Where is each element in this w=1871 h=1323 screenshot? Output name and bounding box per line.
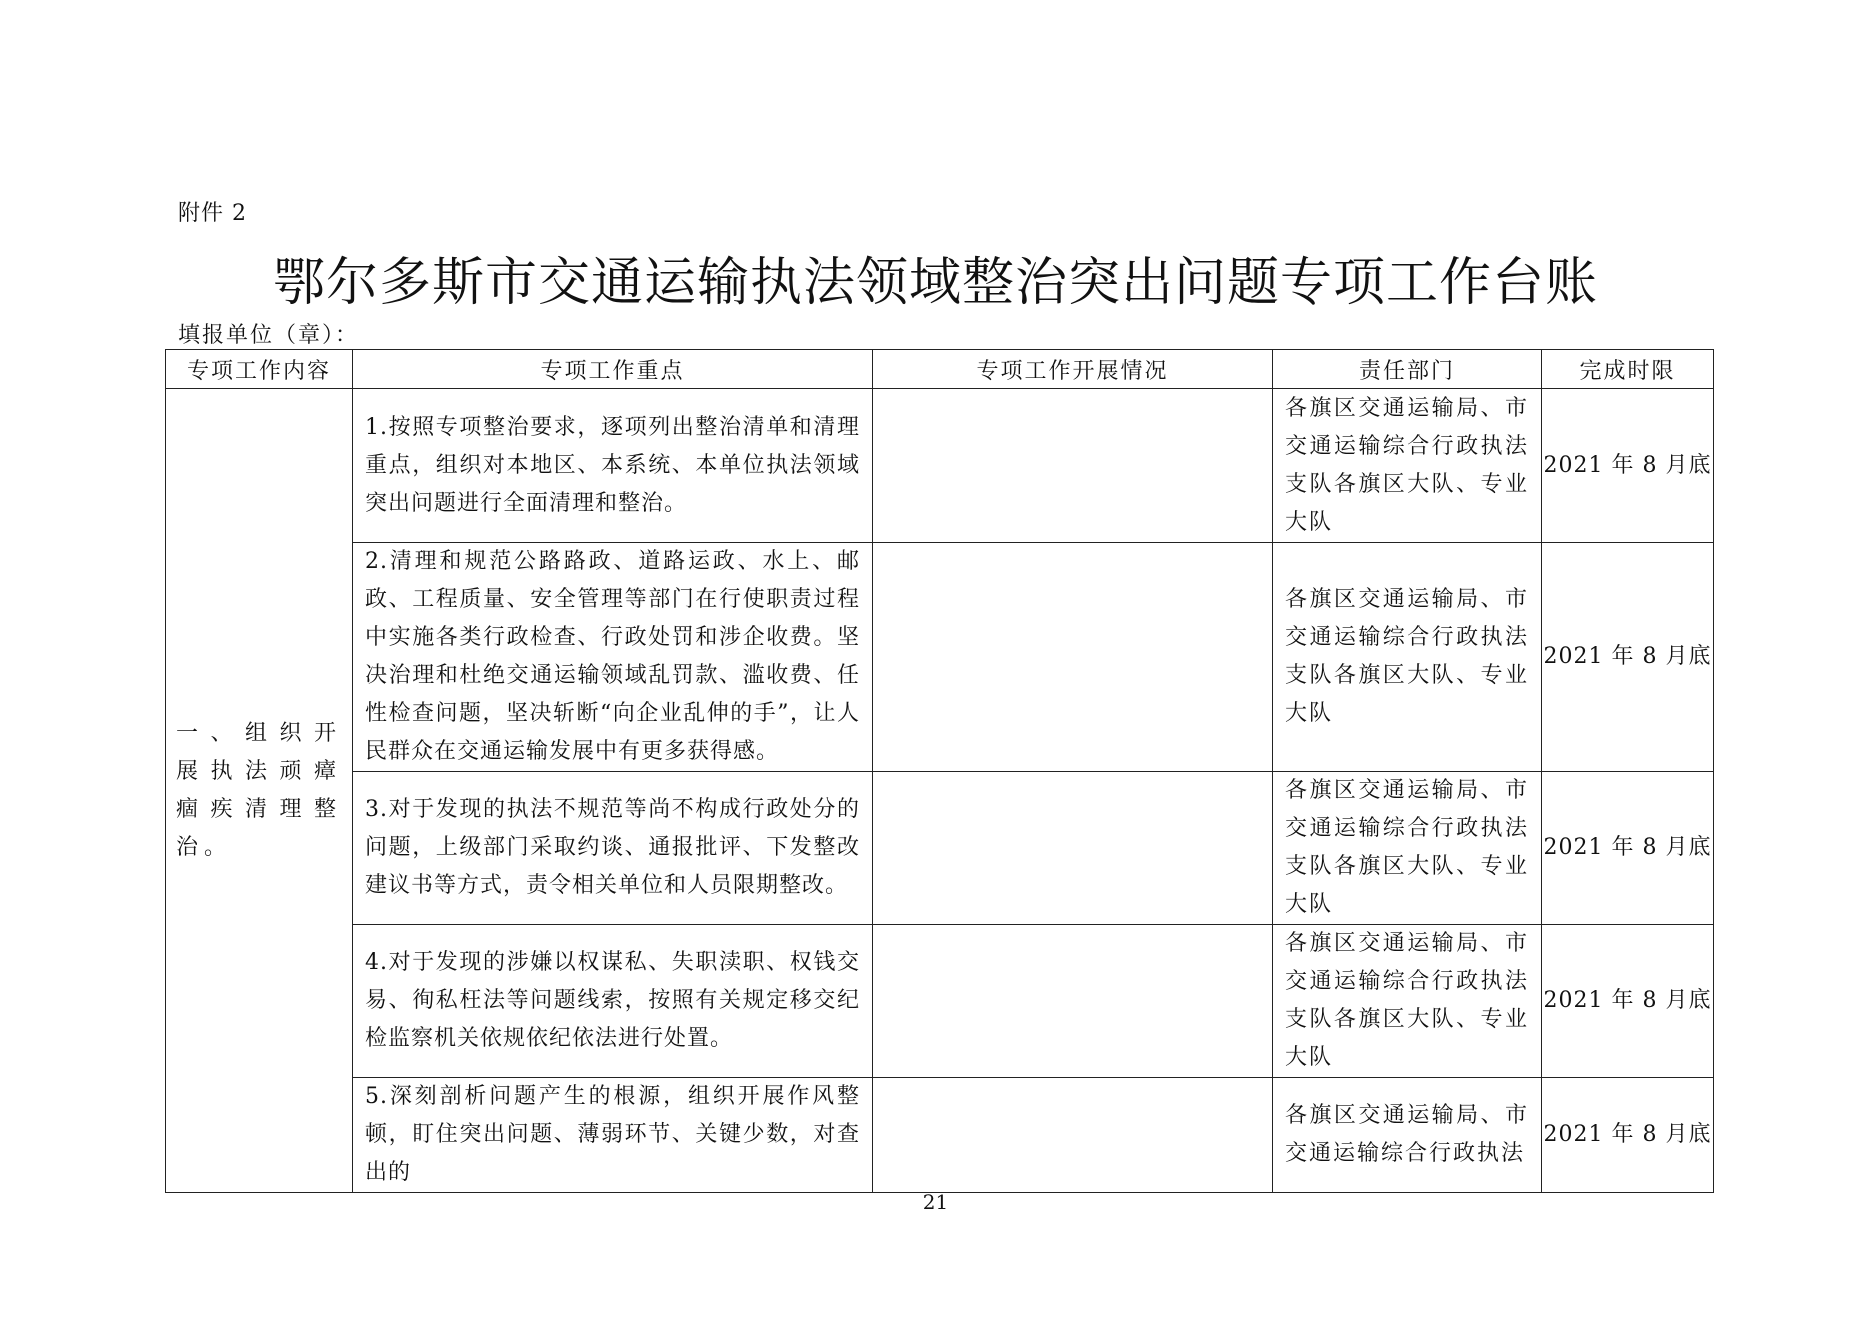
department-cell: 各旗区交通运输局、市交通运输综合行政执法 [1273,1078,1542,1193]
deadline-cell: 2021 年 8 月底 [1542,543,1714,772]
header-content: 专项工作内容 [166,350,353,389]
key-point-cell: 1.按照专项整治要求，逐项列出整治清单和清理重点，组织对本地区、本系统、本单位执法领域突出问题进行全面清理和整治。 [353,389,873,543]
header-department: 责任部门 [1273,350,1542,389]
deadline-cell: 2021 年 8 月底 [1542,772,1714,925]
deadline-cell: 2021 年 8 月底 [1542,1078,1714,1193]
progress-cell [873,389,1273,543]
table-row [166,543,1714,772]
page-number: 21 [922,1190,949,1214]
deadline-cell: 2021 年 8 月底 [1542,925,1714,1078]
table-row [166,1078,1714,1193]
document-title: 鄂尔多斯市交通运输执法领域整治突出问题专项工作台账 [272,253,1598,313]
attachment-label: 附件 2 [178,201,247,226]
table-row [166,925,1714,1078]
work-ledger-table [165,349,1714,1193]
progress-cell [873,543,1273,772]
table-row [166,772,1714,925]
key-point-cell: 2.清理和规范公路路政、道路运政、水上、邮政、工程质量、安全管理等部门在行使职责过程中实施各类行政检查、行政处罚和涉企收费。坚决治理和杜绝交通运输领域乱罚款、滥收费、任性检查问题，坚决斩断“向企业乱伸的手”，让人民群众在交通运输发展中有更多获得感。 [353,543,873,772]
table-header-row [166,350,1714,389]
header-progress: 专项工作开展情况 [873,350,1273,389]
key-point-cell: 5.深刻剖析问题产生的根源，组织开展作风整顿，盯住突出问题、薄弱环节、关键少数，对查出的 [353,1078,873,1193]
department-cell: 各旗区交通运输局、市交通运输综合行政执法支队各旗区大队、专业大队 [1273,543,1542,772]
header-deadline: 完成时限 [1542,350,1714,389]
progress-cell [873,772,1273,925]
key-point-cell: 4.对于发现的涉嫌以权谋私、失职渎职、权钱交易、徇私枉法等问题线索，按照有关规定移交纪检监察机关依规依纪依法进行处置。 [353,925,873,1078]
category-cell: 一、组织开展执法顽瘴痼疾清理整治。 [166,389,353,1193]
header-key-points: 专项工作重点 [353,350,873,389]
key-point-cell: 3.对于发现的执法不规范等尚不构成行政处分的问题，上级部门采取约谈、通报批评、下发整改建议书等方式，责令相关单位和人员限期整改。 [353,772,873,925]
department-cell: 各旗区交通运输局、市交通运输综合行政执法支队各旗区大队、专业大队 [1273,389,1542,543]
table-row [166,389,1714,543]
department-cell: 各旗区交通运输局、市交通运输综合行政执法支队各旗区大队、专业大队 [1273,772,1542,925]
deadline-cell: 2021 年 8 月底 [1542,389,1714,543]
fill-unit-label: 填报单位（章）： [178,323,360,348]
progress-cell [873,925,1273,1078]
progress-cell [873,1078,1273,1193]
department-cell: 各旗区交通运输局、市交通运输综合行政执法支队各旗区大队、专业大队 [1273,925,1542,1078]
